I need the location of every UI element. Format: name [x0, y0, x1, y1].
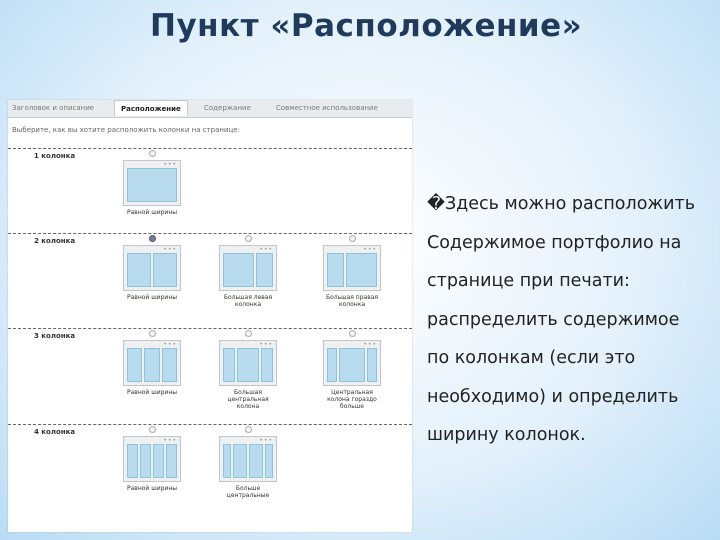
column-block	[153, 444, 164, 478]
tab-bar	[8, 100, 412, 118]
option-caption: Равной ширины	[127, 485, 177, 492]
tab-title-description[interactable]: Заголовок и описание	[12, 104, 95, 112]
tab-sharing[interactable]: Совместное использование	[276, 104, 378, 112]
layout-option[interactable]	[216, 330, 280, 410]
row-separator	[8, 328, 412, 329]
tab-layout[interactable]: Расположение	[114, 100, 188, 116]
layout-radio[interactable]	[149, 150, 156, 157]
column-preview	[127, 348, 177, 382]
column-preview	[327, 253, 377, 287]
layout-option[interactable]	[320, 330, 384, 410]
column-block	[166, 444, 177, 478]
layout-thumbnail[interactable]	[123, 340, 181, 386]
window-dots-icon: •••	[163, 161, 177, 168]
column-preview	[223, 253, 273, 287]
layout-thumbnail[interactable]	[123, 436, 181, 482]
option-caption: Равной ширины	[127, 389, 177, 396]
window-dots-icon: •••	[259, 341, 273, 348]
window-dots-icon: •••	[163, 246, 177, 253]
column-block	[265, 444, 273, 478]
column-preview	[223, 444, 273, 478]
window-dots-icon: •••	[363, 246, 377, 253]
column-block	[327, 348, 337, 382]
option-caption: Большая левая колонка	[223, 294, 273, 308]
column-block	[127, 444, 138, 478]
column-block	[223, 348, 235, 382]
row-separator	[8, 424, 412, 425]
layout-thumbnail[interactable]	[123, 245, 181, 291]
row-label: 3 колонка	[34, 332, 76, 340]
layout-option[interactable]	[120, 235, 184, 301]
option-caption: Равной ширины	[127, 294, 177, 301]
layout-radio[interactable]	[245, 330, 252, 337]
layout-question: Выберите, как вы хотите расположить колонки на странице:	[12, 126, 240, 134]
window-dots-icon: •••	[163, 341, 177, 348]
column-preview	[127, 253, 177, 287]
column-block	[153, 253, 177, 287]
column-block	[233, 444, 247, 478]
window-dots-icon: •••	[163, 437, 177, 444]
layout-thumbnail[interactable]	[219, 245, 277, 291]
row-separator	[8, 233, 412, 234]
layout-thumbnail[interactable]	[323, 245, 381, 291]
description-line: ширину колонок.	[427, 425, 586, 445]
layout-radio[interactable]	[149, 330, 156, 337]
column-block	[144, 348, 159, 382]
layout-option[interactable]	[120, 426, 184, 492]
layout-option[interactable]	[120, 330, 184, 396]
column-block	[237, 348, 259, 382]
column-block	[261, 348, 273, 382]
description-line: по колонкам (если это	[427, 348, 636, 368]
option-caption: Большая правая колонка	[325, 294, 379, 308]
layout-settings-screenshot	[8, 100, 412, 532]
column-block	[223, 253, 254, 287]
layout-option[interactable]	[120, 150, 184, 216]
description-line: распределить содержимое	[427, 309, 680, 330]
description-text	[427, 185, 717, 455]
tab-content[interactable]: Содержание	[204, 104, 251, 112]
layout-thumbnail[interactable]	[219, 340, 277, 386]
column-block	[127, 348, 142, 382]
option-caption: Центральная колона гораздо больше	[327, 389, 377, 410]
layout-option[interactable]	[320, 235, 384, 308]
window-dots-icon: •••	[259, 437, 273, 444]
column-preview	[127, 168, 177, 202]
column-block	[223, 444, 231, 478]
description-line: странице при печати:	[427, 271, 630, 291]
option-caption: Равной ширины	[127, 209, 177, 216]
row-label: 4 колонка	[34, 428, 76, 436]
layout-thumbnail[interactable]	[123, 160, 181, 206]
description-line: �Здесь можно расположить	[427, 194, 696, 214]
column-block	[127, 253, 151, 287]
layout-radio[interactable]	[349, 235, 356, 242]
column-block	[249, 444, 263, 478]
description-line: Содержимое портфолио на	[427, 232, 682, 253]
window-dots-icon: •••	[259, 246, 273, 253]
layout-thumbnail[interactable]	[219, 436, 277, 482]
window-dots-icon: •••	[363, 341, 377, 348]
layout-radio[interactable]	[245, 426, 252, 433]
column-block	[127, 168, 177, 202]
layout-option[interactable]	[216, 235, 280, 308]
column-block	[140, 444, 151, 478]
page-title: Пункт «Расположение»	[150, 8, 583, 44]
layout-radio[interactable]	[349, 330, 356, 337]
row-label: 1 колонка	[34, 152, 76, 160]
column-preview	[327, 348, 377, 382]
layout-radio[interactable]	[149, 426, 156, 433]
layout-radio[interactable]	[245, 235, 252, 242]
column-block	[346, 253, 377, 287]
column-block	[256, 253, 273, 287]
column-preview	[127, 444, 177, 478]
column-block	[339, 348, 365, 382]
layout-radio[interactable]	[149, 235, 156, 242]
option-caption: Больше центральные	[226, 485, 270, 499]
column-block	[367, 348, 377, 382]
option-caption: Большая центральная колона	[227, 389, 269, 410]
description-line: необходимо) и определить	[427, 386, 679, 407]
column-preview	[223, 348, 273, 382]
column-block	[327, 253, 344, 287]
row-separator	[8, 148, 412, 149]
row-label: 2 колонка	[34, 237, 76, 245]
column-block	[162, 348, 177, 382]
layout-thumbnail[interactable]	[323, 340, 381, 386]
layout-option[interactable]	[216, 426, 280, 499]
